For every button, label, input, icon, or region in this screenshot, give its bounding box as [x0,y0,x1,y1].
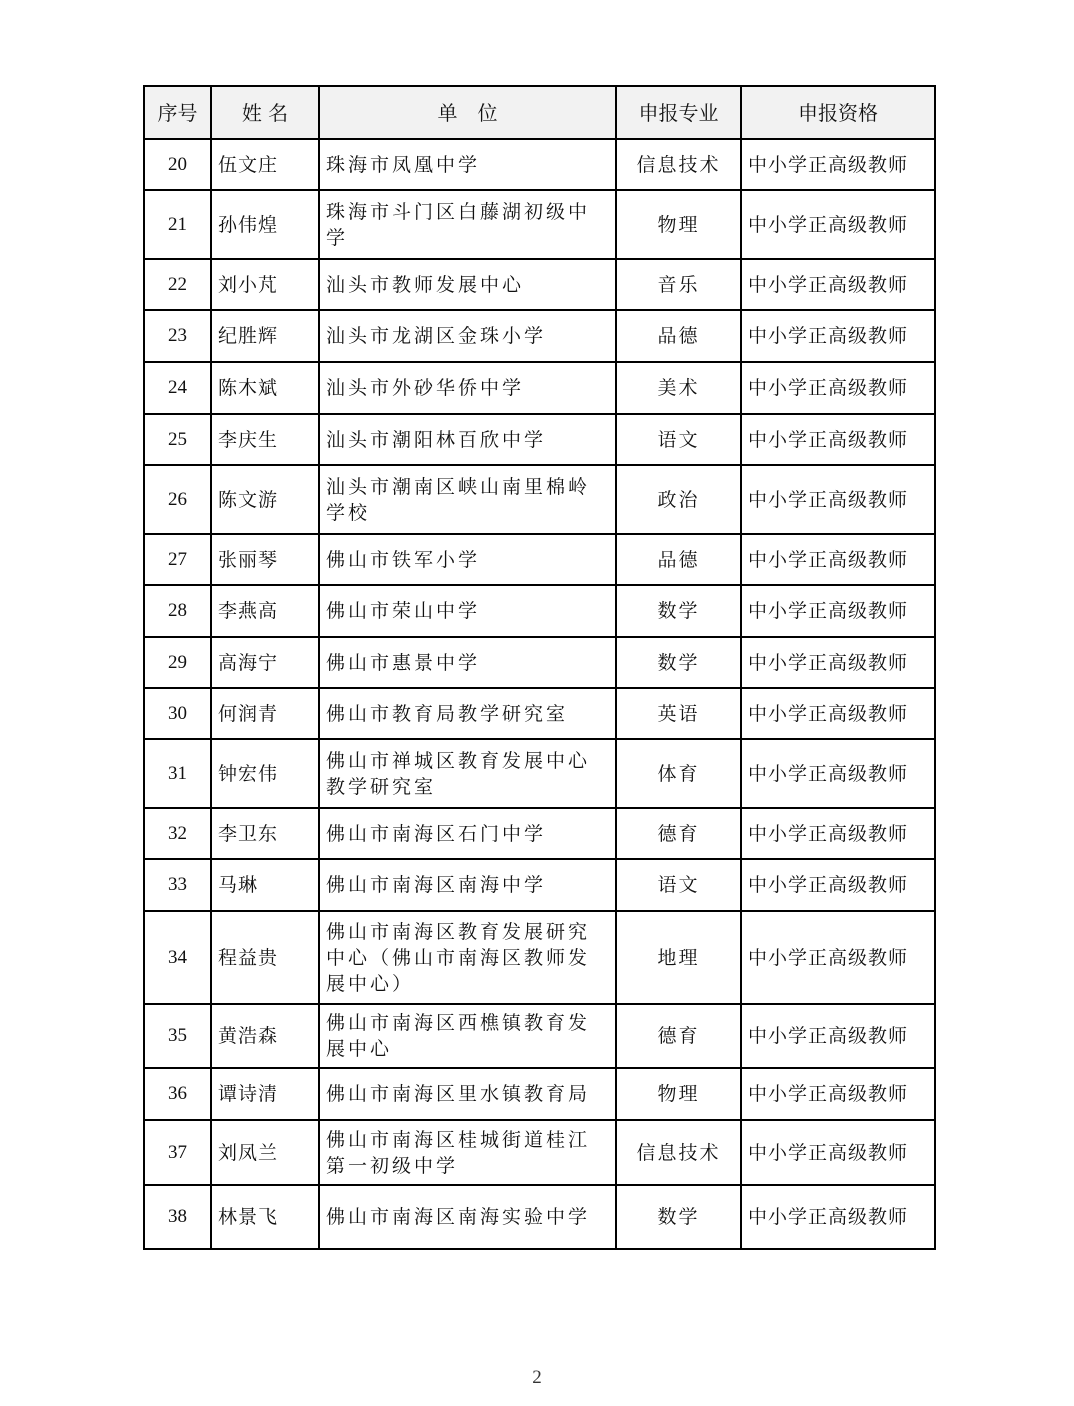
cell-major: 语文 [616,414,741,465]
teacher-qualification-table [143,85,936,1250]
cell-qualification: 中小学正高级教师 [741,1185,935,1249]
table-row [144,1068,935,1120]
cell-no: 34 [144,911,211,1004]
table-row [144,414,935,465]
cell-major: 数学 [616,1185,741,1249]
cell-name: 纪胜辉 [211,310,319,362]
cell-no: 36 [144,1068,211,1120]
cell-major: 美术 [616,362,741,414]
cell-no: 20 [144,139,211,190]
cell-unit: 珠海市凤凰中学 [319,139,616,190]
cell-no: 33 [144,859,211,911]
cell-qualification: 中小学正高级教师 [741,808,935,859]
cell-name: 谭诗清 [211,1068,319,1120]
cell-no: 24 [144,362,211,414]
cell-name: 何润青 [211,688,319,739]
cell-major: 德育 [616,808,741,859]
cell-no: 26 [144,465,211,534]
table-row [144,190,935,259]
cell-major: 数学 [616,585,741,637]
table-row [144,585,935,637]
header-unit: 单 位 [319,86,616,139]
cell-major: 体育 [616,739,741,808]
cell-no: 30 [144,688,211,739]
table-row [144,465,935,534]
cell-major: 品德 [616,310,741,362]
header-qualification: 申报资格 [741,86,935,139]
cell-no: 28 [144,585,211,637]
cell-unit: 佛山市铁军小学 [319,534,616,585]
cell-name: 程益贵 [211,911,319,1004]
page-number: 2 [532,1367,542,1388]
cell-qualification: 中小学正高级教师 [741,310,935,362]
cell-qualification: 中小学正高级教师 [741,911,935,1004]
cell-major: 地理 [616,911,741,1004]
cell-no: 37 [144,1120,211,1185]
cell-no: 25 [144,414,211,465]
cell-no: 21 [144,190,211,259]
cell-name: 黄浩森 [211,1004,319,1068]
cell-unit: 佛山市教育局教学研究室 [319,688,616,739]
table-row [144,808,935,859]
cell-name: 钟宏伟 [211,739,319,808]
cell-name: 林景飞 [211,1185,319,1249]
cell-unit: 汕头市外砂华侨中学 [319,362,616,414]
table-row [144,859,935,911]
table-row [144,534,935,585]
cell-qualification: 中小学正高级教师 [741,139,935,190]
cell-name: 伍文庄 [211,139,319,190]
cell-no: 35 [144,1004,211,1068]
cell-major: 语文 [616,859,741,911]
cell-qualification: 中小学正高级教师 [741,1120,935,1185]
cell-qualification: 中小学正高级教师 [741,534,935,585]
cell-unit: 佛山市南海区里水镇教育局 [319,1068,616,1120]
cell-qualification: 中小学正高级教师 [741,1004,935,1068]
table-row [144,310,935,362]
cell-unit: 佛山市南海区西樵镇教育发展中心 [319,1004,616,1068]
cell-no: 23 [144,310,211,362]
cell-qualification: 中小学正高级教师 [741,190,935,259]
cell-name: 孙伟煌 [211,190,319,259]
cell-major: 物理 [616,1068,741,1120]
cell-major: 物理 [616,190,741,259]
cell-name: 陈文游 [211,465,319,534]
table-row [144,139,935,190]
cell-no: 27 [144,534,211,585]
cell-no: 32 [144,808,211,859]
cell-no: 29 [144,637,211,688]
cell-major: 德育 [616,1004,741,1068]
table-body [144,139,935,1249]
cell-qualification: 中小学正高级教师 [741,739,935,808]
cell-major: 英语 [616,688,741,739]
table-row [144,362,935,414]
cell-unit: 佛山市荣山中学 [319,585,616,637]
cell-unit: 汕头市潮南区峡山南里棉岭学校 [319,465,616,534]
table-row [144,1004,935,1068]
cell-major: 政治 [616,465,741,534]
cell-name: 陈木斌 [211,362,319,414]
cell-unit: 佛山市惠景中学 [319,637,616,688]
cell-name: 马琳 [211,859,319,911]
cell-unit: 汕头市龙湖区金珠小学 [319,310,616,362]
cell-qualification: 中小学正高级教师 [741,414,935,465]
cell-name: 张丽琴 [211,534,319,585]
cell-unit: 汕头市教师发展中心 [319,259,616,310]
cell-unit: 佛山市南海区南海中学 [319,859,616,911]
cell-no: 22 [144,259,211,310]
cell-unit: 佛山市南海区石门中学 [319,808,616,859]
table-header-row [144,86,935,139]
table-row [144,637,935,688]
cell-name: 高海宁 [211,637,319,688]
cell-unit: 佛山市南海区桂城街道桂江第一初级中学 [319,1120,616,1185]
header-no: 序号 [144,86,211,139]
cell-qualification: 中小学正高级教师 [741,1068,935,1120]
header-name: 姓 名 [211,86,319,139]
cell-qualification: 中小学正高级教师 [741,585,935,637]
cell-unit: 佛山市禅城区教育发展中心教学研究室 [319,739,616,808]
cell-name: 李燕高 [211,585,319,637]
cell-qualification: 中小学正高级教师 [741,259,935,310]
cell-qualification: 中小学正高级教师 [741,637,935,688]
cell-major: 信息技术 [616,1120,741,1185]
cell-major: 数学 [616,637,741,688]
table-row [144,259,935,310]
cell-qualification: 中小学正高级教师 [741,688,935,739]
cell-name: 刘凤兰 [211,1120,319,1185]
cell-unit: 珠海市斗门区白藤湖初级中学 [319,190,616,259]
cell-name: 李卫东 [211,808,319,859]
cell-no: 31 [144,739,211,808]
table-row [144,688,935,739]
cell-qualification: 中小学正高级教师 [741,465,935,534]
cell-major: 品德 [616,534,741,585]
table-row [144,1120,935,1185]
table-row [144,911,935,1004]
table-row [144,739,935,808]
cell-major: 信息技术 [616,139,741,190]
cell-name: 李庆生 [211,414,319,465]
header-major: 申报专业 [616,86,741,139]
table-row [144,1185,935,1249]
cell-unit: 佛山市南海区南海实验中学 [319,1185,616,1249]
cell-unit: 汕头市潮阳林百欣中学 [319,414,616,465]
cell-unit: 佛山市南海区教育发展研究中心（佛山市南海区教师发展中心） [319,911,616,1004]
cell-name: 刘小芃 [211,259,319,310]
cell-qualification: 中小学正高级教师 [741,859,935,911]
cell-major: 音乐 [616,259,741,310]
cell-no: 38 [144,1185,211,1249]
cell-qualification: 中小学正高级教师 [741,362,935,414]
